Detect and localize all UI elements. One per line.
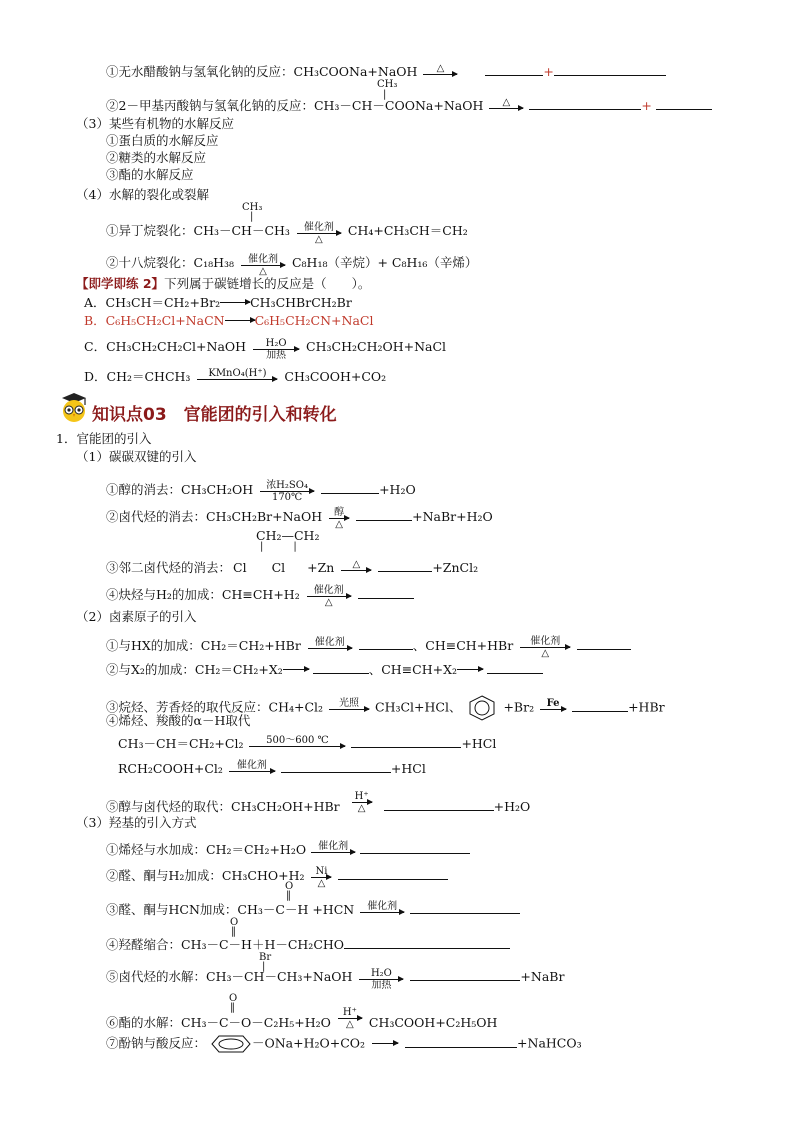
branch-bond: | xyxy=(383,89,387,100)
reaction-halide-hydrolysis: ⑤卤代烃的水解：CH₃－CH－CH₃+NaOH H₂O 加热 +NaBr xyxy=(106,968,565,991)
owl-mascot-icon xyxy=(58,391,90,423)
reaction-text: ①无水醋酸钠与氢氧化钠的反应：CH₃COONa+NaOH xyxy=(106,64,418,79)
reaction-text: ②2－甲基丙酸钠与氢氧化钠的反应：CH₃－CH－COONa+NaOH xyxy=(106,98,484,113)
reaction-arrow: 催化剂 △ xyxy=(297,222,341,245)
reaction-substitution: ③烷烃、芳香烃的取代反应：CH₄+Cl₂ 光照 CH₃Cl+HCl、 +Br₂ Fe +HBr xyxy=(106,694,665,722)
bond: | | xyxy=(260,541,297,552)
methyl-branch: CH₃ xyxy=(377,79,398,90)
subheading-intro: 1．官能团的引入 xyxy=(56,431,152,446)
reaction-allylic-chlorination: CH₃－CH＝CH₂+Cl₂ 500～600 ℃ +HCl xyxy=(118,734,497,751)
reaction-alcohol-elimination: ①醇的消去：CH₃CH₂OH 浓H₂SO₄ 170℃ +H₂O xyxy=(106,480,416,503)
branch-bond: | xyxy=(250,211,254,222)
reaction-hcn-addition: ③醛、酮与HCN加成：CH₃－C－H +HCN 催化剂 xyxy=(106,901,520,918)
list-item: ②糖类的水解反应 xyxy=(106,150,207,165)
reaction-hx-addition: ①与HX的加成：CH₂＝CH₂+HBr 催化剂 、CH≡CH+HBr 催化剂 △ xyxy=(106,635,631,658)
benzene-ring-icon xyxy=(210,1034,252,1054)
reaction-alkene-hydration: ①烯烃与水加成：CH₂＝CH₂+H₂O 催化剂 xyxy=(106,841,470,858)
subheading-halogen: （2）卤素原子的引入 xyxy=(76,609,197,624)
double-bond: ‖ xyxy=(286,890,291,901)
reaction-acid-chlorination: RCH₂COOH+Cl₂ 催化剂 +HCl xyxy=(118,759,426,776)
practice-prompt: 下列属于碳链增长的反应是（ ）。 xyxy=(164,276,371,291)
reaction-arrow: △ xyxy=(489,97,523,109)
option-b: B．C₆H₅CH₂Cl+NaCN C₆H₅CH₂CN+NaCl xyxy=(84,313,374,328)
section-title: 知识点03 官能团的引入和转化 xyxy=(92,405,337,425)
reaction-aldol: ④羟醛缩合：CH₃－C－H＋H－CH₂CHO xyxy=(106,936,510,953)
subheading-cracking: （4）水解的裂化或裂解 xyxy=(76,187,209,202)
double-bond: ‖ xyxy=(230,1002,235,1013)
reaction-carbonyl-hydrogenation: ②醛、酮与H₂加成：CH₃CHO+H₂ Ni △ xyxy=(106,865,448,888)
practice-question xyxy=(76,276,370,292)
reaction-alkyne-addition: ④炔烃与H₂的加成：CH≡CH+H₂ 催化剂 △ xyxy=(106,584,414,607)
dihalide-top: CH₂—CH₂ xyxy=(256,528,320,543)
subheading-hydroxyl: （3）羟基的引入方式 xyxy=(76,815,197,830)
subheading-hydrolysis: （3）某些有机物的水解反应 xyxy=(76,116,234,131)
option-a: A．CH₃CH＝CH₂+Br₂ CH₃CHBrCH₂Br xyxy=(84,295,352,310)
reaction-arrow: △ xyxy=(423,63,457,75)
reaction-x2-addition: ②与X₂的加成：CH₂＝CH₂+X₂ 、CH≡CH+X₂ xyxy=(106,661,543,678)
practice-tag: 【即学即练 2】 xyxy=(76,276,165,291)
option-d: D．CH₂＝CHCH₃ KMnO₄(H⁺) CH₃COOH+CO₂ xyxy=(84,367,387,384)
list-item-alpha-h: ④烯烃、羧酸的α－H取代 xyxy=(106,713,251,728)
double-bond: ‖ xyxy=(231,926,236,937)
branch-bond: | xyxy=(262,961,266,972)
bromine-branch: Br xyxy=(259,952,272,963)
carbonyl-oxygen: O xyxy=(285,881,294,892)
reaction-line-2: ②2－甲基丙酸钠与氢氧化钠的反应：CH₃－CH－COONa+NaOH △ + xyxy=(106,97,712,114)
benzene-ring-icon xyxy=(467,694,497,722)
carbonyl-oxygen: O xyxy=(230,917,239,928)
reaction-line-9: ②十八烷裂化：C₁₈H₃₈ 催化剂 △ C₈H₁₈（辛烷）+ C₈H₁₆（辛烯） xyxy=(106,254,478,277)
reaction-arrow: 催化剂 △ xyxy=(241,254,285,277)
reaction-line-8: ①异丁烷裂化：CH₃－CH－CH₃ 催化剂 △ CH₄+CH₃CH＝CH₂ xyxy=(106,222,468,245)
option-c: C．CH₃CH₂CH₂Cl+NaOH H₂O 加热 CH₃CH₂CH₂OH+NaCl xyxy=(84,338,447,361)
reaction-dihalide-elimination: ③邻二卤代烃的消去： Cl Cl +Zn △ +ZnCl₂ xyxy=(106,558,479,575)
carbonyl-oxygen: O xyxy=(229,993,238,1004)
reaction-halide-elimination: ②卤代烃的消去：CH₃CH₂Br+NaOH 醇 △ +NaBr+H₂O xyxy=(106,507,493,530)
reaction-phenoxide-acid: ⑦酚钠与酸反应： －ONa+H₂O+CO₂ +NaHCO₃ xyxy=(106,1034,582,1054)
reaction-alcohol-substitution: ⑤醇与卤代烃的取代：CH₃CH₂OH+HBr H⁺ △ +H₂O xyxy=(106,791,531,814)
reaction-line-1: ①无水醋酸钠与氢氧化钠的反应：CH₃COONa+NaOH △ + xyxy=(106,63,666,80)
list-item: ③酯的水解反应 xyxy=(106,167,194,182)
methyl-branch: CH₃ xyxy=(242,202,263,213)
reaction-ester-hydrolysis: ⑥酯的水解：CH₃－C－O－C₂H₅+H₂O H⁺ △ CH₃COOH+C₂H₅OH xyxy=(106,1007,498,1030)
subheading-double-bond: （1）碳碳双键的引入 xyxy=(76,449,197,464)
list-item: ①蛋白质的水解反应 xyxy=(106,133,219,148)
